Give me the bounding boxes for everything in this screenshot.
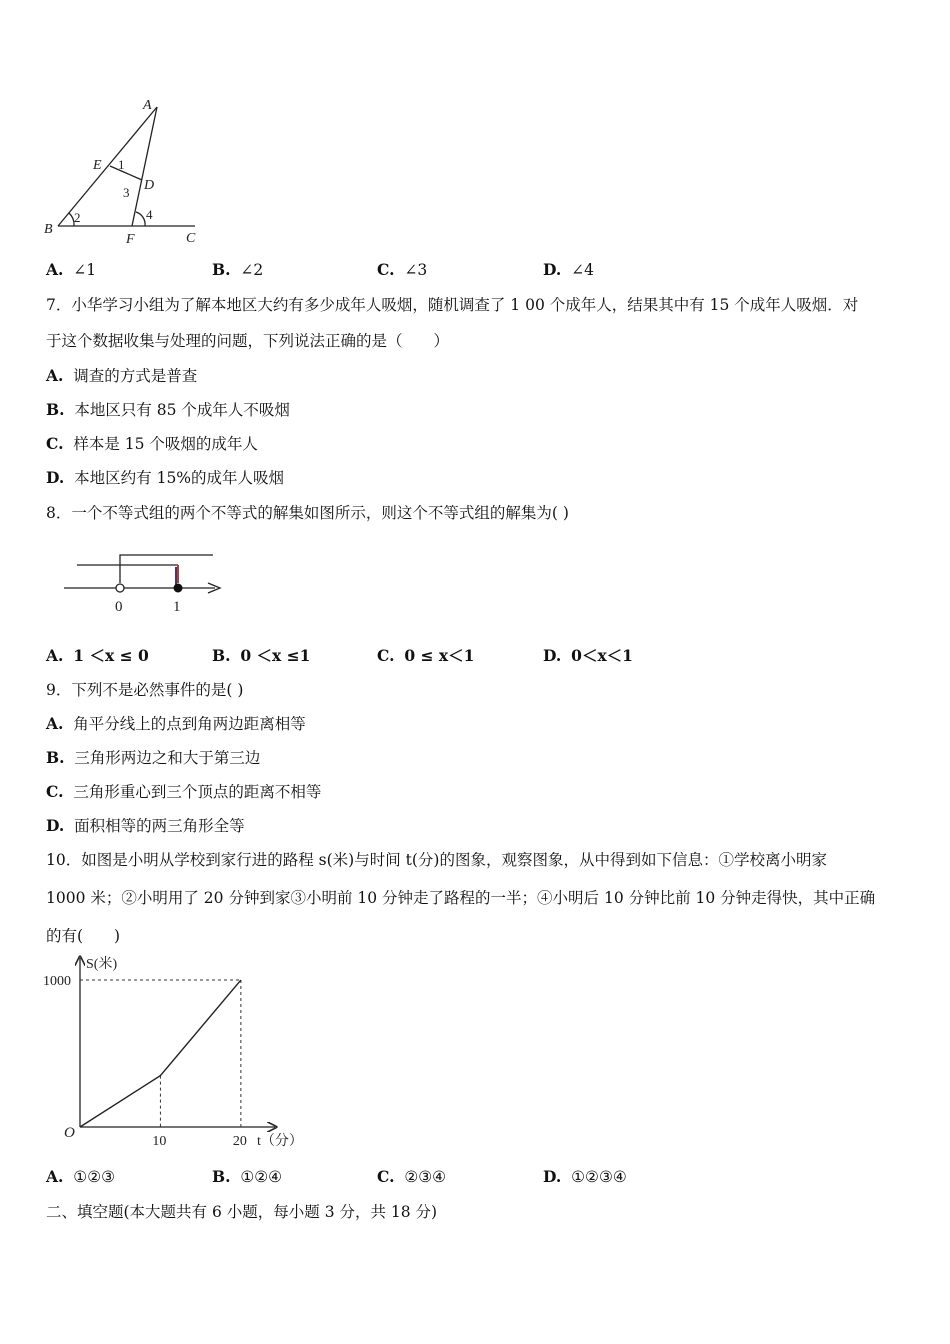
y-axis-label: S(米) (86, 957, 118, 972)
option-letter: D. (46, 468, 65, 487)
option-letter: A. (46, 714, 64, 733)
q8-option-a[interactable] (46, 645, 149, 667)
q8-option-b[interactable] (212, 645, 310, 667)
label-a: A (143, 98, 152, 113)
option-text: 本地区只有 85 个成年人不吸烟 (74, 401, 290, 419)
section-2-title: 二、填空题(本大题共有 6 小题，每小题 3 分，共 18 分) (46, 1203, 438, 1221)
option-text: ∠1 (73, 261, 97, 279)
q10-stem-line2: 1000 米；②小明用了 20 分钟到家③小明前 10 分钟走了路程的一半；④小明后 10 分钟比前 10 分钟走得快，其中正确 (46, 889, 876, 907)
option-letter: C. (377, 646, 395, 665)
label-angle-2: 2 (74, 210, 81, 225)
q10-option-c[interactable] (377, 1166, 446, 1188)
q7-option-b[interactable] (46, 399, 290, 421)
option-text: 调查的方式是普查 (73, 367, 198, 385)
option-letter: A. (46, 366, 64, 385)
option-letter: C. (377, 260, 395, 279)
option-text: 三角形两边之和大于第三边 (74, 749, 261, 767)
option-letter: D. (543, 1167, 562, 1186)
q10-stem-line1: 10．如图是小明从学校到家行进的路程 s(米)与时间 t(分)的图象，观察图象，从中得到如下信息：①学校离小明家 (46, 851, 827, 869)
q10-option-b[interactable] (212, 1166, 282, 1188)
option-letter: D. (543, 646, 562, 665)
q7-stem-line1: 7．小华学习小组为了解本地区大约有多少成年人吸烟，随机调查了 1 00 个成年人，结果其中有 15 个成年人吸烟．对 (46, 296, 859, 314)
option-letter: C. (377, 1167, 395, 1186)
label-c: C (186, 231, 196, 246)
solution-ray-right (120, 555, 213, 583)
tick-label-1: 1 (173, 599, 181, 615)
option-letter: D. (46, 816, 65, 835)
option-text: ①②④ (240, 1168, 283, 1186)
label-f: F (126, 232, 135, 247)
option-text: ②③④ (404, 1168, 447, 1186)
q7-option-a[interactable] (46, 365, 197, 387)
q6-option-d[interactable] (543, 259, 594, 281)
option-text: ①②③ (73, 1168, 115, 1186)
option-letter: C. (46, 782, 64, 801)
series-line (80, 980, 241, 1127)
option-text: 0 ＜x ≤1 (240, 646, 311, 665)
open-dot (116, 584, 124, 592)
line-af (132, 107, 157, 226)
option-text: ①②③④ (571, 1168, 627, 1186)
option-letter: A. (46, 1167, 64, 1186)
option-letter: C. (46, 434, 64, 453)
label-angle-1: 1 (118, 157, 125, 172)
option-letter: A. (46, 260, 64, 279)
option-text: 0＜x＜1 (571, 646, 633, 665)
option-text: 三角形重心到三个顶点的距离不相等 (73, 783, 322, 801)
option-letter: B. (46, 748, 65, 767)
label-angle-4: 4 (146, 207, 153, 222)
x-tick-label-10: 10 (152, 1134, 167, 1149)
closed-dot (174, 584, 183, 593)
option-letter: D. (543, 260, 562, 279)
option-letter: B. (212, 1167, 231, 1186)
option-letter: B. (46, 400, 65, 419)
tick-label-0: 0 (115, 599, 123, 615)
y-tick-label-1000: 1000 (43, 974, 71, 990)
label-d: D (144, 178, 155, 193)
q6-option-c[interactable] (377, 259, 427, 281)
q7-option-d[interactable] (46, 467, 284, 489)
q6-option-b[interactable] (212, 259, 263, 281)
q6-option-a[interactable] (46, 259, 96, 281)
option-letter: B. (212, 646, 231, 665)
q10-stem-line3: 的有( ) (46, 927, 121, 945)
q7-stem-line2: 于这个数据收集与处理的问题，下列说法正确的是（ ） (46, 332, 450, 350)
q8-stem: 8．一个不等式组的两个不等式的解集如图所示，则这个不等式组的解集为( ) (46, 504, 569, 522)
option-text: ∠4 (571, 261, 595, 279)
line-ed (110, 166, 142, 180)
option-letter: B. (212, 260, 231, 279)
x-tick-label-20: 20 (232, 1134, 247, 1149)
line-ba (58, 107, 157, 226)
q10-option-a[interactable] (46, 1166, 115, 1188)
q10-option-d[interactable] (543, 1166, 627, 1188)
q9-option-c[interactable] (46, 781, 321, 803)
x-axis-label: t（分） (257, 1134, 303, 1149)
q8-option-c[interactable] (377, 645, 474, 667)
angle-4-arc (136, 212, 145, 226)
option-text: ∠2 (240, 261, 264, 279)
option-text: ∠3 (404, 261, 428, 279)
origin-label: O (64, 1125, 75, 1141)
distance-time-chart (40, 950, 320, 1150)
q8-option-d[interactable] (543, 645, 633, 667)
option-text: 角平分线上的点到角两边距离相等 (73, 715, 306, 733)
option-text: 样本是 15 个吸烟的成年人 (73, 435, 258, 453)
q9-option-d[interactable] (46, 815, 245, 837)
option-text: 1 ＜x ≤ 0 (73, 646, 149, 665)
option-text: 0 ≤ x＜1 (404, 646, 475, 665)
option-text: 面积相等的两三角形全等 (74, 817, 245, 835)
q9-option-b[interactable] (46, 747, 260, 769)
number-line-figure (60, 545, 230, 620)
q9-option-a[interactable] (46, 713, 306, 735)
triangle-figure (40, 94, 210, 250)
q9-stem: 9．下列不是必然事件的是( ) (46, 681, 244, 699)
option-text: 本地区约有 15%的成年人吸烟 (74, 469, 285, 487)
label-e: E (93, 158, 102, 173)
label-b: B (44, 222, 53, 237)
q7-option-c[interactable] (46, 433, 258, 455)
label-angle-3: 3 (123, 185, 130, 200)
option-letter: A. (46, 646, 64, 665)
